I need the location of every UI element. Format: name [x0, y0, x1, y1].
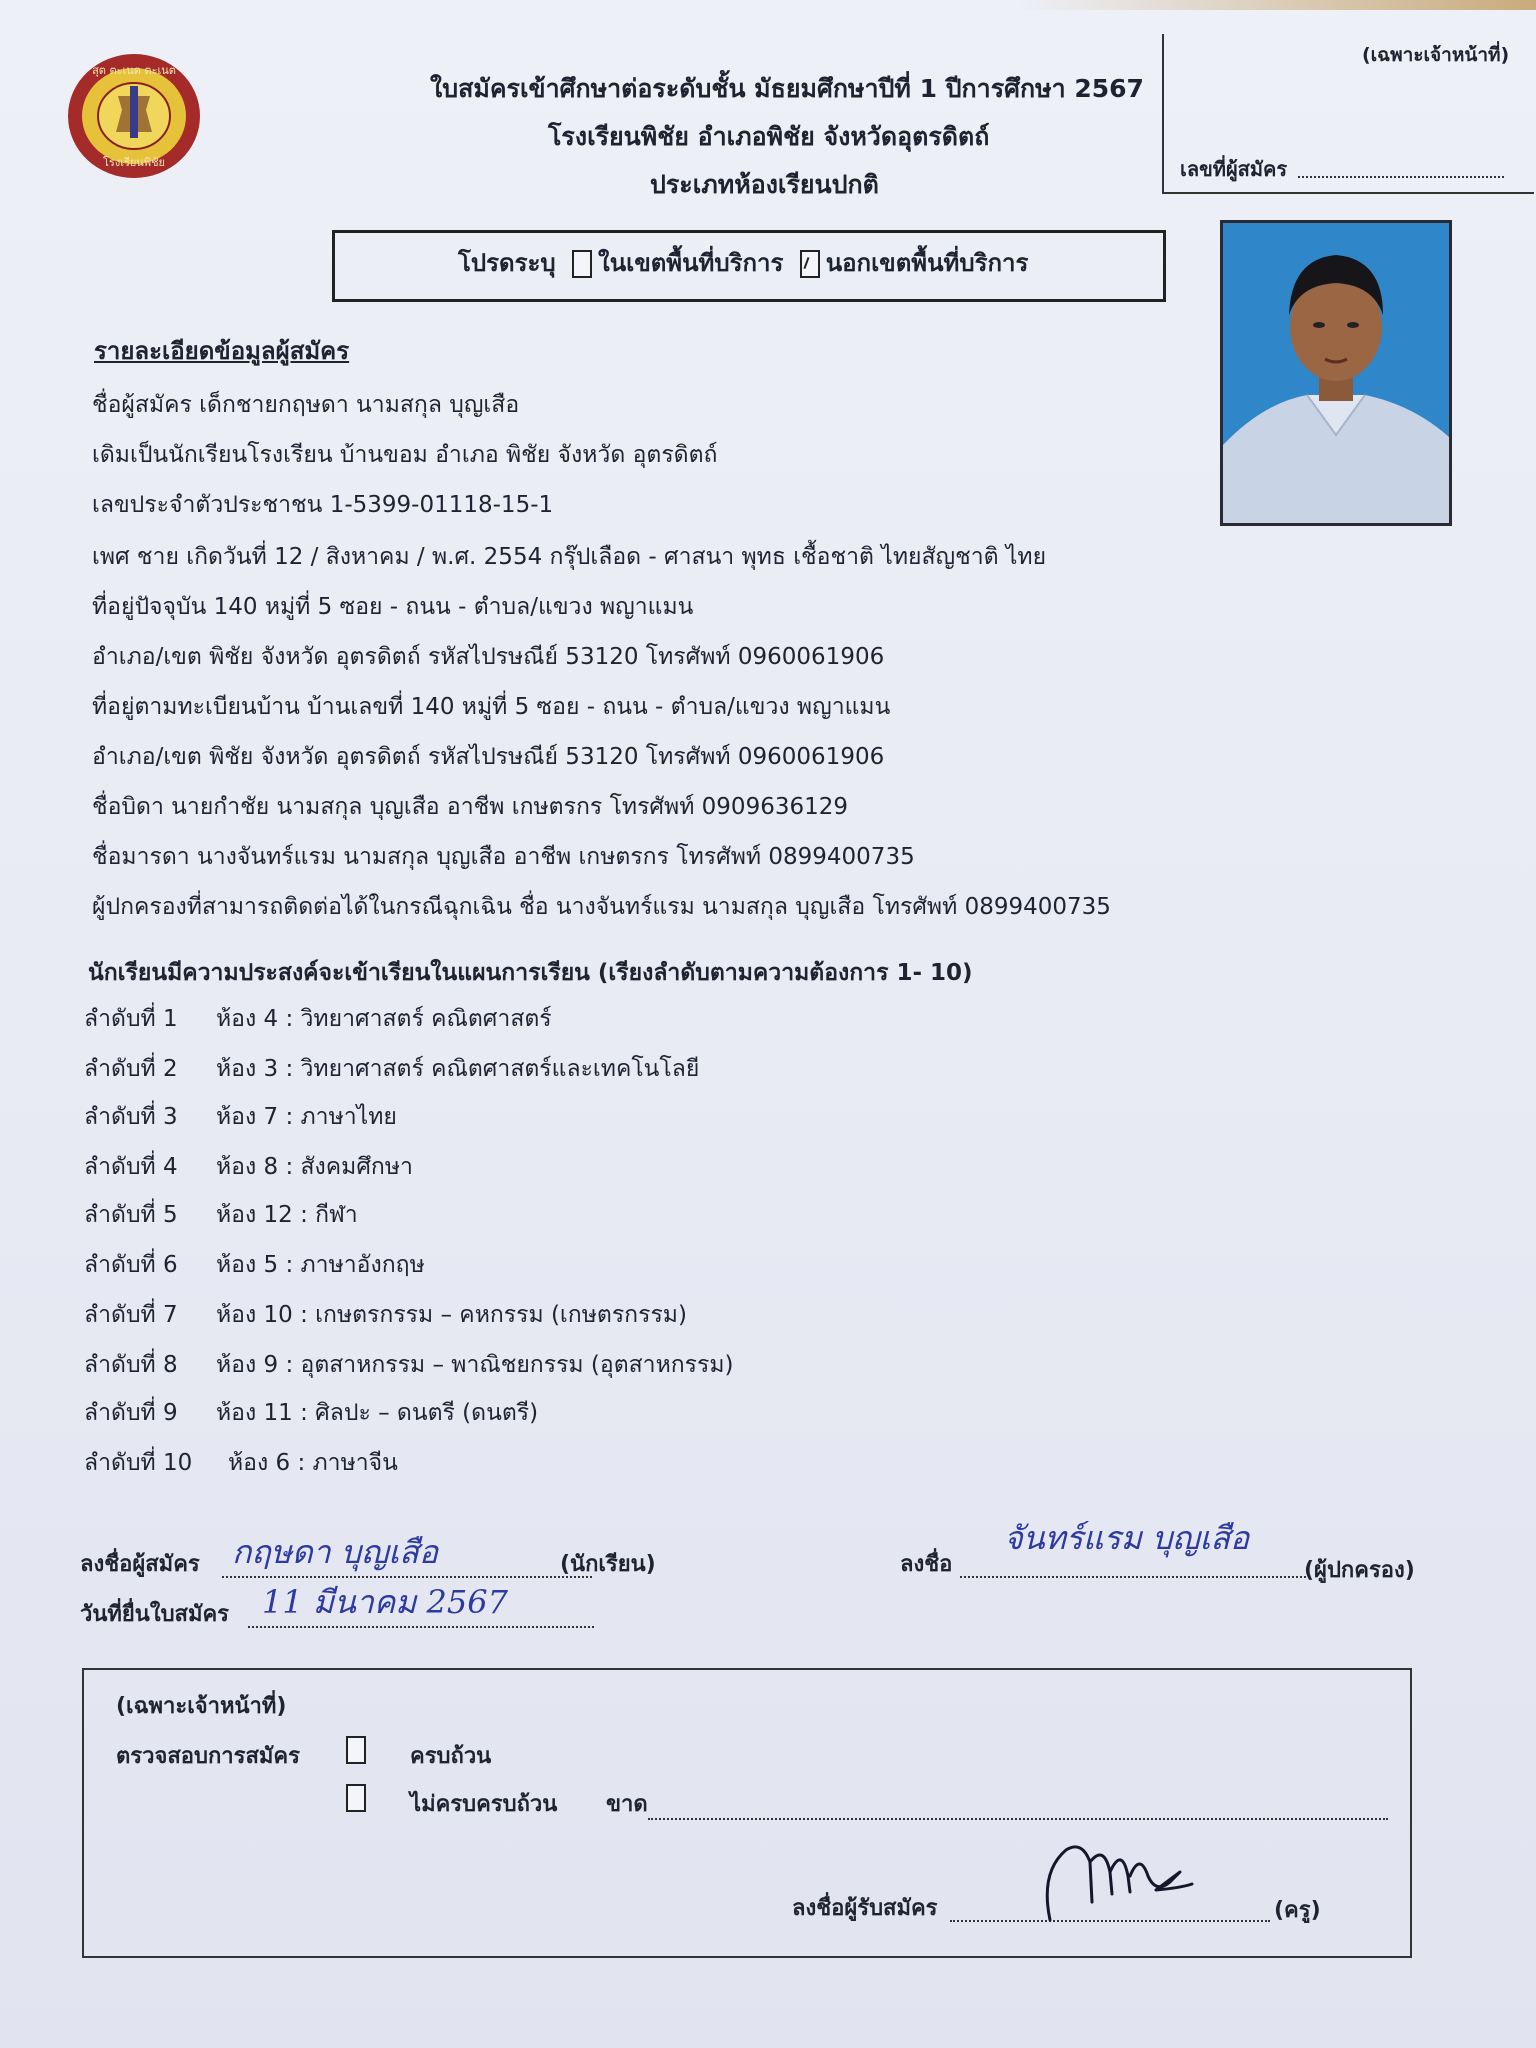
- missing-label: ขาด: [606, 1792, 648, 1817]
- plan-room: ห้อง 3 : วิทยาศาสตร์ คณิตศาสตร์และเทคโนโลยี: [216, 1056, 700, 1082]
- plan-rank: ลำดับที่ 9: [84, 1400, 178, 1426]
- receiver-signature: [1030, 1832, 1200, 1932]
- date-field[interactable]: [248, 1626, 594, 1628]
- father-line: ชื่อบิดา นายกำชัย นามสกุล บุญเสือ อาชีพ เกษตรกร โทรศัพท์ 0909636129: [92, 794, 849, 820]
- plan-room: ห้อง 12 : กีฬา: [216, 1202, 358, 1228]
- plan-room: ห้อง 9 : อุตสาหกรรม – พาณิชยกรรม (อุตสาหกรรม): [216, 1352, 734, 1378]
- mother-line: ชื่อมารดา นางจันทร์แรม นามสกุล บุญเสือ อาชีพ เกษตรกร โทรศัพท์ 0899400735: [92, 844, 915, 870]
- plan-rank: ลำดับที่ 1: [84, 1006, 178, 1032]
- plan-room: ห้อง 10 : เกษตรกรรม – คหกรรม (เกษตรกรรม): [216, 1302, 687, 1328]
- guardian-signature: จันทร์แรม บุญเสือ: [1004, 1519, 1250, 1557]
- table-edge: [1016, 0, 1536, 10]
- complete-label: ครบถ้วน: [410, 1744, 492, 1769]
- plan-rank: ลำดับที่ 3: [84, 1104, 178, 1130]
- plan-rank: ลำดับที่ 7: [84, 1302, 178, 1328]
- school-seal-icon: [66, 52, 202, 180]
- guardian-sign-label: ลงชื่อ: [900, 1552, 953, 1577]
- student-photo: [1220, 220, 1452, 526]
- plan-rank: ลำดับที่ 4: [84, 1154, 178, 1180]
- plan-rank: ลำดับที่ 8: [84, 1352, 178, 1378]
- applicant-name-line: ชื่อผู้สมัคร เด็กชายกฤษดา นามสกุล บุญเสือ: [92, 392, 520, 418]
- plan-room: ห้อง 4 : วิทยาศาสตร์ คณิตศาสตร์: [216, 1006, 552, 1032]
- seal-text-top: สุต ตะเนต ตะเนต: [92, 64, 176, 77]
- receiver-sign-label: ลงชื่อผู้รับสมัคร: [792, 1896, 938, 1921]
- in-area-label: ในเขตพื้นที่บริการ: [597, 249, 784, 277]
- missing-field[interactable]: [648, 1818, 1388, 1820]
- officer-box-label: (เฉพาะเจ้าหน้าที่): [1362, 44, 1510, 66]
- applicant-no-label: เลขที่ผู้สมัคร: [1180, 157, 1288, 181]
- area-select-row: [458, 248, 1028, 278]
- officer-section-title: (เฉพาะเจ้าหน้าที่): [116, 1694, 287, 1719]
- plan-rank: ลำดับที่ 6: [84, 1252, 178, 1278]
- applicant-no-field[interactable]: [1298, 176, 1504, 178]
- plan-room: ห้อง 11 : ศิลปะ – ดนตรี (ดนตรี): [216, 1400, 539, 1426]
- plan-room: ห้อง 8 : สังคมศึกษา: [216, 1154, 413, 1180]
- current-district-line: อำเภอ/เขต พิชัย จังหวัด อุตรดิตถ์ รหัสไปรษณีย์ 53120 โทรศัพท์ 0960061906: [92, 644, 885, 670]
- applicant-sign-label: ลงชื่อผู้สมัคร: [80, 1552, 200, 1577]
- class-type: ประเภทห้องเรียนปกติ: [650, 170, 879, 199]
- plan-rank: ลำดับที่ 5: [84, 1202, 178, 1228]
- current-address-line: ที่อยู่ปัจจุบัน 140 หมู่ที่ 5 ซอย - ถนน - ตำบล/แขวง พญาแมน: [92, 594, 694, 620]
- guardian-line: ผู้ปกครองที่สามารถติดต่อได้ในกรณีฉุกเฉิน ชื่อ นางจันทร์แรม นามสกุล บุญเสือ โทรศัพท์ 0899400735: [92, 894, 1111, 920]
- area-prompt: โปรดระบุ: [458, 249, 556, 277]
- plan-room: ห้อง 5 : ภาษาอังกฤษ: [216, 1252, 425, 1278]
- applicant-sign-field[interactable]: [222, 1576, 592, 1578]
- registered-district-line: อำเภอ/เขต พิชัย จังหวัด อุตรดิตถ์ รหัสไปรษณีย์ 53120 โทรศัพท์ 0960061906: [92, 744, 885, 770]
- form-title: ใบสมัครเข้าศึกษาต่อระดับชั้น มัธยมศึกษาปีที่ 1 ปีการศึกษา 2567: [430, 74, 1144, 103]
- applicant-sign-suffix: (นักเรียน): [560, 1552, 656, 1577]
- section-title: รายละเอียดข้อมูลผู้สมัคร: [94, 337, 350, 365]
- plan-title: นักเรียนมีความประสงค์จะเข้าเรียนในแผนการเรียน (เรียงลำดับตามความต้องการ 1- 10): [88, 960, 973, 986]
- plan-rank: ลำดับที่ 2: [84, 1056, 178, 1082]
- date-label: วันที่ยื่นใบสมัคร: [80, 1602, 229, 1627]
- seal-text-bottom: โรงเรียนพิชัย: [103, 156, 165, 169]
- guardian-sign-suffix: (ผู้ปกครอง): [1304, 1558, 1415, 1583]
- out-area-label: นอกเขตพื้นที่บริการ: [825, 249, 1029, 277]
- plan-room: ห้อง 7 : ภาษาไทย: [216, 1104, 397, 1130]
- incomplete-checkbox[interactable]: [346, 1784, 366, 1812]
- check-label: ตรวจสอบการสมัคร: [116, 1744, 300, 1769]
- receiver-sign-suffix: (ครู): [1274, 1898, 1321, 1923]
- applicant-signature: กฤษดา บุญเสือ: [232, 1533, 439, 1571]
- citizen-id-line: เลขประจำตัวประชาชน 1-5399-01118-15-1: [92, 492, 554, 518]
- incomplete-label: ไม่ครบครบถ้วน: [410, 1792, 558, 1817]
- previous-school-line: เดิมเป็นนักเรียนโรงเรียน บ้านขอม อำเภอ พิชัย จังหวัด อุตรดิตถ์: [92, 442, 718, 468]
- guardian-sign-field[interactable]: [960, 1576, 1306, 1578]
- plan-rank: ลำดับที่ 10: [84, 1450, 193, 1476]
- complete-checkbox[interactable]: [346, 1736, 366, 1764]
- personal-info-line: เพศ ชาย เกิดวันที่ 12 / สิงหาคม / พ.ศ. 2554 กรุ๊ปเลือด - ศาสนา พุทธ เชื้อชาติ ไทยสัญชาติ ไทย: [92, 544, 1047, 570]
- date-handwritten: 11 มีนาคม 2567: [262, 1583, 508, 1621]
- registered-address-line: ที่อยู่ตามทะเบียนบ้าน บ้านเลขที่ 140 หมู่ที่ 5 ซอย - ถนน - ตำบล/แขวง พญาแมน: [92, 694, 891, 720]
- in-area-checkbox[interactable]: [572, 250, 592, 278]
- plan-room: ห้อง 6 : ภาษาจีน: [228, 1450, 398, 1476]
- out-area-checkbox[interactable]: [800, 250, 820, 278]
- school-line: โรงเรียนพิชัย อำเภอพิชัย จังหวัดอุตรดิตถ์: [548, 122, 990, 151]
